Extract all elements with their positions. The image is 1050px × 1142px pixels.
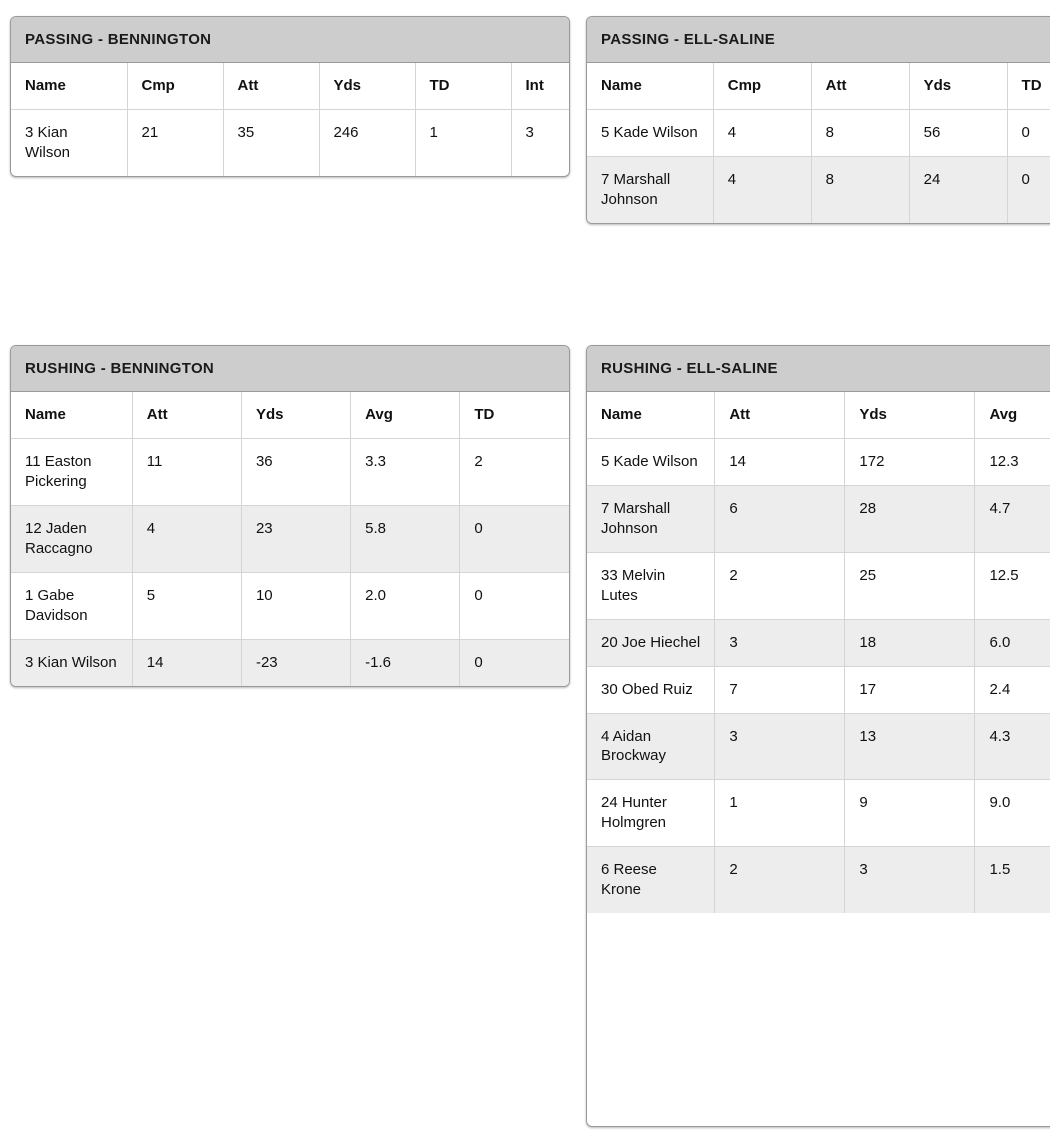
cell-value: 3 bbox=[845, 847, 975, 913]
column-header: Name bbox=[587, 392, 715, 438]
cell-name: 3 Kian Wilson bbox=[11, 109, 127, 175]
cell-value: 35 bbox=[223, 109, 319, 175]
cell-value: -23 bbox=[241, 639, 350, 685]
cell-value: 25 bbox=[845, 552, 975, 619]
column-header: Cmp bbox=[713, 63, 811, 109]
column-header: Name bbox=[587, 63, 713, 109]
cell-name: 30 Obed Ruiz bbox=[587, 666, 715, 713]
stats-table bbox=[587, 63, 1050, 223]
column-header: Yds bbox=[909, 63, 1007, 109]
cell-value: 13 bbox=[845, 713, 975, 780]
cell-value: 21 bbox=[127, 109, 223, 175]
cell-name: 7 Marshall Johnson bbox=[587, 156, 713, 222]
cell-value: 18 bbox=[845, 619, 975, 666]
cell-value: 4 bbox=[132, 505, 241, 572]
stats-table bbox=[587, 392, 1050, 913]
table-header-row bbox=[587, 63, 1050, 109]
cell-value: 4 bbox=[713, 156, 811, 222]
passing-bennington-panel bbox=[10, 16, 570, 177]
cell-value: 3.3 bbox=[351, 438, 460, 505]
cell-value: 2.4 bbox=[975, 666, 1050, 713]
table-row bbox=[11, 109, 570, 175]
table-row bbox=[11, 438, 569, 505]
cell-value: 5 bbox=[132, 572, 241, 639]
column-header: Att bbox=[223, 63, 319, 109]
table-row bbox=[587, 780, 1050, 847]
cell-value: 1 bbox=[415, 109, 511, 175]
table-row bbox=[587, 713, 1050, 780]
cell-value: 8 bbox=[811, 109, 909, 156]
table-row bbox=[11, 572, 569, 639]
column-header: Cmp bbox=[127, 63, 223, 109]
cell-name: 5 Kade Wilson bbox=[587, 109, 713, 156]
cell-value: 3 bbox=[525, 123, 534, 141]
cell-value: 3 bbox=[715, 713, 845, 780]
cell-value: 3 bbox=[715, 619, 845, 666]
cell-value: 6.0 bbox=[975, 619, 1050, 666]
table-row bbox=[11, 505, 569, 572]
cell-value: 8 bbox=[811, 156, 909, 222]
stats-table bbox=[11, 63, 570, 176]
column-header: Att bbox=[132, 392, 241, 438]
table-row bbox=[587, 438, 1050, 485]
table-row bbox=[11, 639, 569, 685]
column-header: Int bbox=[511, 63, 570, 109]
column-header: Yds bbox=[845, 392, 975, 438]
cell-value: 4 bbox=[713, 109, 811, 156]
cell-value: 7 bbox=[715, 666, 845, 713]
table-row bbox=[587, 109, 1050, 156]
passing-ellsaline-panel bbox=[586, 16, 1050, 224]
stats-table bbox=[11, 392, 569, 686]
cell-value: 10 bbox=[241, 572, 350, 639]
column-header: Avg bbox=[351, 392, 460, 438]
cell-value: 0 bbox=[1007, 109, 1050, 156]
cell-value: 6 bbox=[715, 485, 845, 552]
cell-name: 1 Gabe Davidson bbox=[11, 572, 132, 639]
cell-name: 11 Easton Pickering bbox=[11, 438, 132, 505]
cell-value: 172 bbox=[845, 438, 975, 485]
column-header: Avg bbox=[975, 392, 1050, 438]
cell-value: 12.5 bbox=[975, 552, 1050, 619]
cell-value: 1 bbox=[715, 780, 845, 847]
table-row bbox=[587, 847, 1050, 913]
cell-name: 12 Jaden Raccagno bbox=[11, 505, 132, 572]
cell-value: 246 bbox=[319, 109, 415, 175]
cell-value: 14 bbox=[715, 438, 845, 485]
cell-value: 2 bbox=[715, 847, 845, 913]
table-header-row bbox=[11, 392, 569, 438]
cell-value: 17 bbox=[845, 666, 975, 713]
cell-value: 0 bbox=[460, 572, 569, 639]
rushing-bennington-panel bbox=[10, 345, 570, 687]
cell-value: 0 bbox=[460, 505, 569, 572]
column-header: TD bbox=[415, 63, 511, 109]
cell-name: 24 Hunter Holmgren bbox=[587, 780, 715, 847]
cell-value: 56 bbox=[909, 109, 1007, 156]
panel-title: PASSING - BENNINGTON bbox=[11, 17, 569, 63]
cell-value: -1.6 bbox=[351, 639, 460, 685]
table-row bbox=[587, 619, 1050, 666]
cell-value: 0 bbox=[1007, 156, 1050, 222]
column-header: TD bbox=[1007, 63, 1050, 109]
cell-value: 1.5 bbox=[975, 847, 1050, 913]
panel-title: RUSHING - BENNINGTON bbox=[11, 346, 569, 392]
column-header: TD bbox=[460, 392, 569, 438]
table-row bbox=[587, 666, 1050, 713]
cell-value: 9 bbox=[845, 780, 975, 847]
cell-value: 23 bbox=[241, 505, 350, 572]
cell-value: 2.0 bbox=[351, 572, 460, 639]
cell-value: 24 bbox=[909, 156, 1007, 222]
cell-name: 20 Joe Hiechel bbox=[587, 619, 715, 666]
cell-value: 28 bbox=[845, 485, 975, 552]
cell-name: 33 Melvin Lutes bbox=[587, 552, 715, 619]
table-row bbox=[587, 552, 1050, 619]
column-header: Yds bbox=[241, 392, 350, 438]
cell-value: 9.0 bbox=[975, 780, 1050, 847]
table-header-row bbox=[587, 392, 1050, 438]
cell-name: 5 Kade Wilson bbox=[587, 438, 715, 485]
table-row bbox=[587, 485, 1050, 552]
cell-value: 11 bbox=[132, 438, 241, 505]
column-header: Att bbox=[811, 63, 909, 109]
cell-name: 7 Marshall Johnson bbox=[587, 485, 715, 552]
cell-value: 4.7 bbox=[975, 485, 1050, 552]
column-header: Yds bbox=[319, 63, 415, 109]
column-header: Att bbox=[715, 392, 845, 438]
cell-value: 4.3 bbox=[975, 713, 1050, 780]
cell-value: 14 bbox=[132, 639, 241, 685]
column-header: Name bbox=[11, 392, 132, 438]
table-header-row bbox=[11, 63, 570, 109]
column-header: Name bbox=[11, 63, 127, 109]
cell-value: 12.3 bbox=[975, 438, 1050, 485]
panel-title: PASSING - ELL-SALINE bbox=[587, 17, 1050, 63]
rushing-ellsaline-panel bbox=[586, 345, 1050, 1127]
cell-value: 0 bbox=[460, 639, 569, 685]
cell-value: 5.8 bbox=[351, 505, 460, 572]
cell-value: 2 bbox=[715, 552, 845, 619]
cell-name: 4 Aidan Brockway bbox=[587, 713, 715, 780]
table-row bbox=[587, 156, 1050, 222]
cell-name: 6 Reese Krone bbox=[587, 847, 715, 913]
panel-title: RUSHING - ELL-SALINE bbox=[587, 346, 1050, 392]
cell-value: 36 bbox=[241, 438, 350, 505]
cell-value: 2 bbox=[460, 438, 569, 505]
cell-name: 3 Kian Wilson bbox=[11, 639, 132, 685]
